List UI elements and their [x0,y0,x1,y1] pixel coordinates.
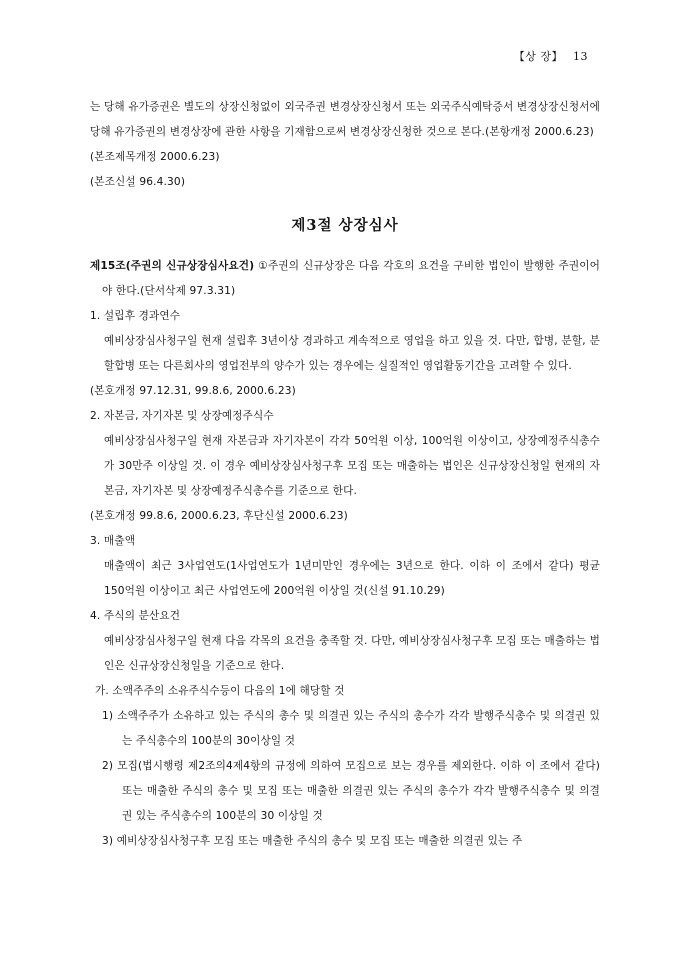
sub-sub-item: 1) 소액주주가 소유하고 있는 주식의 총수 및 의결권 있는 주식의 총수가 각각 발행주식총수 및 의결권 있는 주식총수의 100분의 30이상일 것 [102,710,600,747]
item-title: 3. 매출액 [90,535,136,547]
section-title: 제3절 상장심사 [291,217,399,234]
item-text: 예비상장심사청구일 현재 자본금과 자기자본이 각각 50억원 이상, 100억원 이상이고, 상장예정주식총수가 30만주 이상일 것. 이 경우 예비상장심사청구후 모집 또는 매출하는 법인은 신규상장신청일 현재의 자본금, 자기자본 및 상장예정주식총수를 기준으로 한다. [104,435,600,497]
item-title: 4. 주식의 분산요건 [90,610,181,622]
item-text: 매출액이 최근 3사업연도(1사업연도가 1년미만인 경우에는 3년으로 한다. 이하 이 조에서 같다) 평균 150억원 이상이고 최근 사업연도에 200억원 이상일 것(신설 91.10.29) [104,560,600,597]
sub-sub-item: 2) 모집(법시행령 제2조의4제4항의 규정에 의하여 모집으로 보는 경우를 제외한다. 이하 이 조에서 같다) 또는 매출한 주식의 총수 및 모집 또는 매출한 의결권 있는 주식의 총수가 각각 발행주식총수 및 의결권 있는 주식총수의 100분의 30 이상일 것 [102,760,600,822]
amendment-note: (본호개정 99.8.6, 2000.6.23, 후단신설 2000.6.23) [90,510,348,522]
page-number: 13 [573,50,588,63]
header-section: 【상 장】 [513,50,563,63]
item-text: 예비상장심사청구일 현재 설립후 3년이상 경과하고 계속적으로 영업을 하고 있을 것. 다만, 합병, 분할, 분할합병 또는 다른회사의 영업전부의 양수가 있는 경우에는 실질적인 영업활동기간을 고려할 수 있다. [104,335,600,372]
amendment-note: (본호개정 97.12.31, 99.8.6, 2000.6.23) [90,385,296,397]
item-text: 예비상장심사청구일 현재 다음 각목의 요건을 충족할 것. 다만, 예비상장심사청구후 모집 또는 매출하는 법인은 신규상장신청일을 기준으로 한다. [104,635,600,672]
article-heading: 제15조(주권의 신규상장심사요건) [90,260,255,272]
item-title: 2. 자본금, 자기자본 및 상장예정주식수 [90,410,274,422]
amendment-note: (본조제목개정 2000.6.23) [90,151,220,163]
amendment-note: (본조신설 96.4.30) [90,176,186,188]
article-body: ①주권의 신규상장은 다음 각호의 요건을 구비한 법인이 발행한 주권이어야 한다.(단서삭제 97.3.31) [102,260,600,297]
document-body [90,95,600,854]
sub-sub-item: 3) 예비상장심사청구후 모집 또는 매출한 주식의 총수 및 모집 또는 매출한 의결권 있는 주 [102,835,523,847]
page-header [514,48,588,64]
sub-item-ga: 가. 소액주주의 소유주식수등이 다음의 1에 해당할 것 [95,685,345,697]
continued-paragraph: 는 당해 유가증권은 별도의 상장신청없이 외국주권 변경상장신청서 또는 외국주식예탁증서 변경상장신청서에 당해 유가증권의 변경상장에 관한 사항을 기재함으로써 변경상장신청한 것으로 본다.(본항개정 2000.6.23) [90,101,600,138]
article-15 [90,254,600,304]
item-title: 1. 설립후 경과연수 [90,310,181,322]
